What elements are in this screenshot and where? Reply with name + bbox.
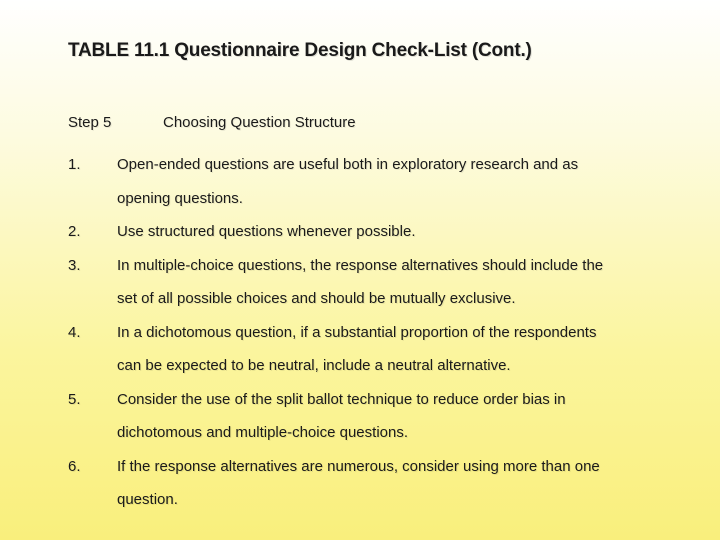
item-number: 6. (68, 457, 81, 475)
item-number: 3. (68, 256, 81, 274)
item-text (117, 148, 657, 215)
item-line: In a dichotomous question, if a substantial proportion of the respondents (117, 323, 597, 341)
item-line: question. (117, 491, 178, 508)
list-item (68, 383, 668, 450)
step-heading (68, 114, 356, 131)
checklist (68, 148, 668, 517)
list-item (68, 450, 668, 517)
item-line: Open-ended questions are useful both in exploratory research and as (117, 156, 579, 173)
item-line: set of all possible choices and should be mutually exclusive. (117, 290, 516, 307)
step-number: Step 5 (68, 114, 112, 131)
item-number: 4. (68, 323, 81, 341)
list-item (68, 316, 668, 383)
item-line: If the response alternatives are numerous, consider using more than one (117, 457, 600, 475)
item-text (117, 249, 657, 316)
item-text (117, 316, 657, 383)
item-line: can be expected to be neutral, include a neutral alternative. (117, 357, 511, 374)
item-number: 5. (68, 390, 81, 408)
item-text (117, 215, 657, 249)
list-item (68, 215, 668, 249)
item-text (117, 383, 657, 450)
item-line: opening questions. (117, 189, 243, 207)
item-line: Use structured questions whenever possible. (117, 223, 416, 240)
page-title: TABLE 11.1 Questionnaire Design Check-List (Cont.) (68, 40, 532, 61)
list-item (68, 148, 668, 215)
item-line: dichotomous and multiple-choice questions. (117, 424, 408, 441)
item-number: 2. (68, 223, 81, 240)
item-line: Consider the use of the split ballot technique to reduce order bias in (117, 390, 566, 408)
item-number: 1. (68, 156, 81, 173)
step-title: Choosing Question Structure (163, 114, 356, 131)
list-item (68, 249, 668, 316)
item-line: In multiple-choice questions, the response alternatives should include the (117, 256, 604, 274)
item-text (117, 450, 657, 517)
